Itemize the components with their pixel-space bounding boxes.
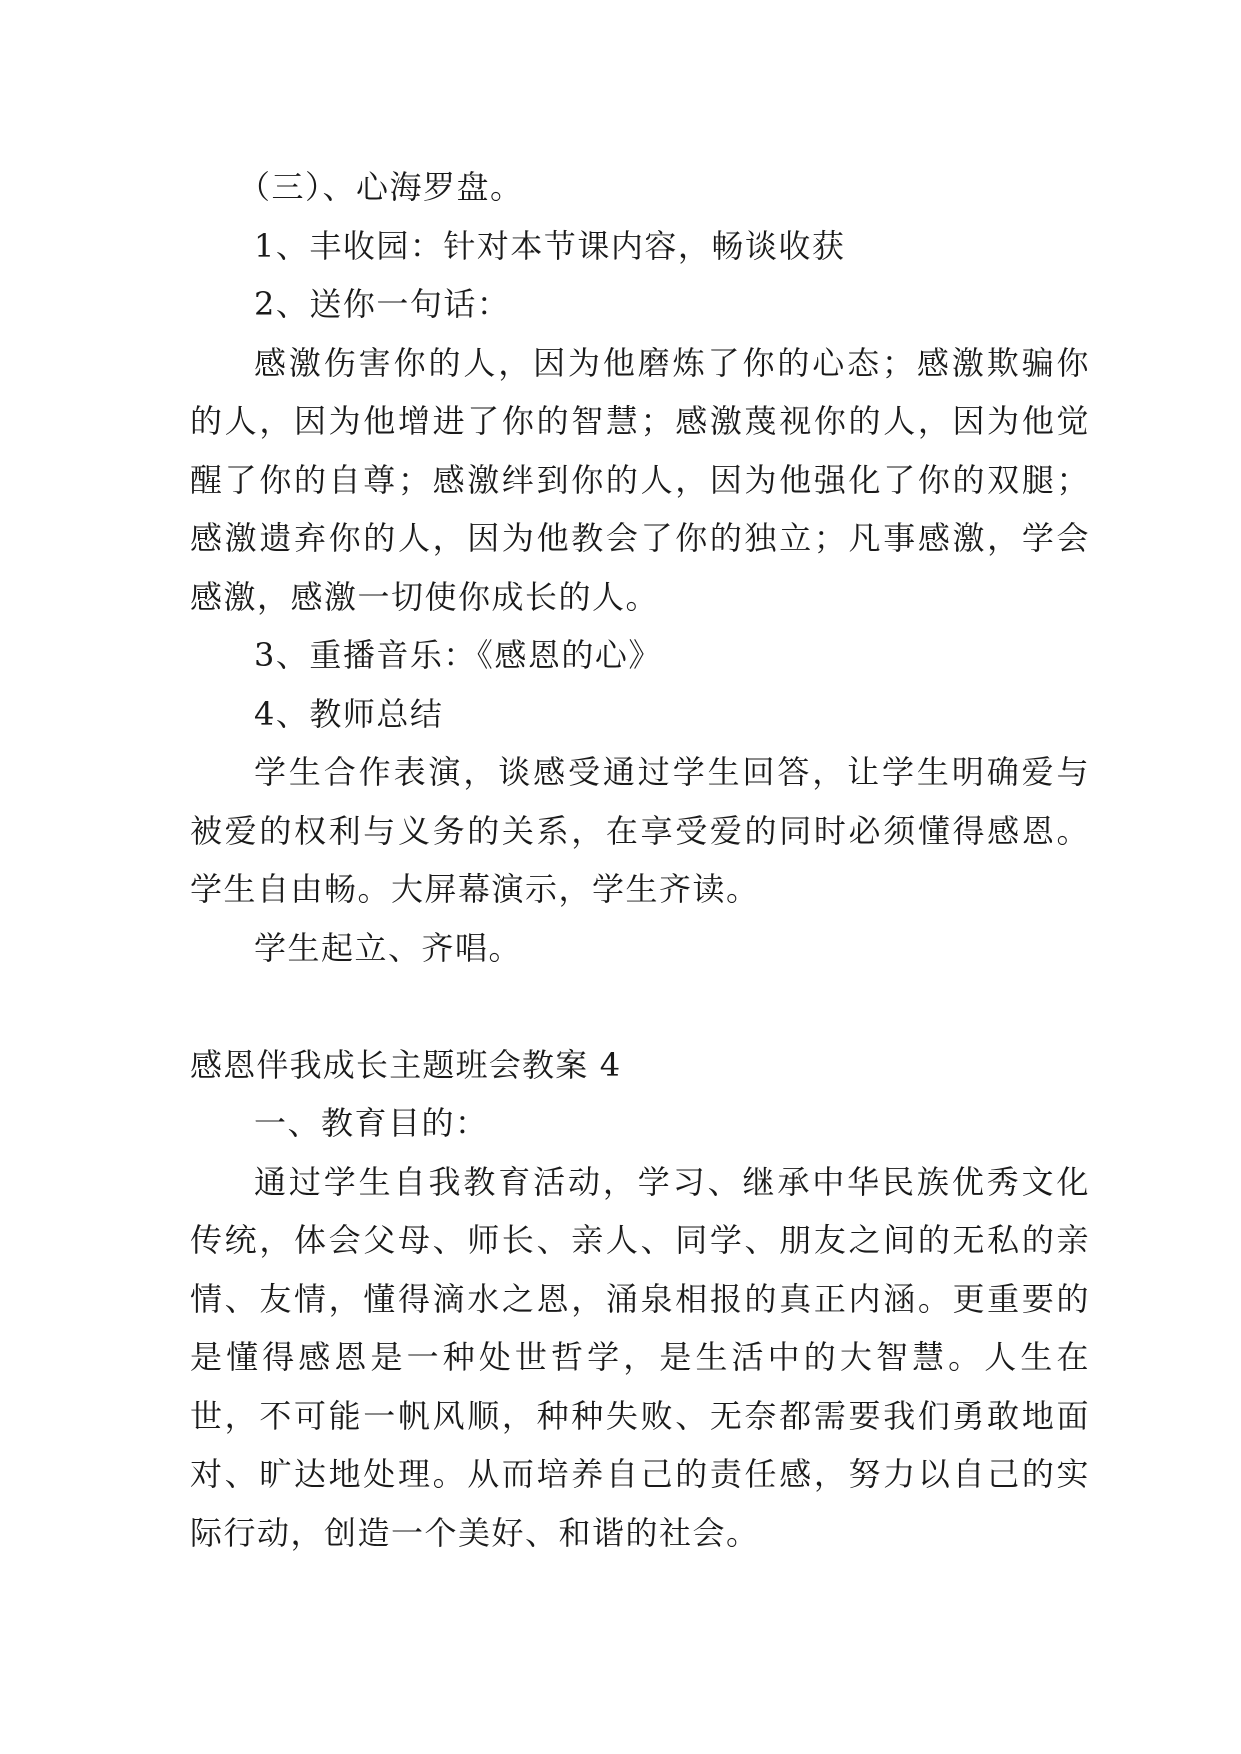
closing-paragraph: 学生起立、齐唱。 [254, 928, 523, 967]
list-item-gift-words: 2、送你一句话： [254, 285, 511, 323]
lesson-plan-title: 感恩伴我成长主题班会教案 4 [190, 1045, 622, 1084]
gratitude-quote-paragraph: 感激伤害你的人，因为他磨炼了你的心态；感激欺骗你的人，因为他增进了你的智慧；感激蔑视你的人，因为他觉醒了你的自尊；感激绊到你的人，因为他强化了你的双腿；感激遗弃你的人，因为他教会了你的独立；凡事感激，学会感激，感激一切使你成长的人。 [190, 343, 1090, 616]
goal-paragraph: 通过学生自我教育活动，学习、继承中华民族优秀文化传统，体会父母、师长、亲人、同学、朋友之间的无私的亲情、友情，懂得滴水之恩，涌泉相报的真正内涵。更重要的是懂得感恩是一种处世哲学，是生活中的大智慧。人生在世，不可能一帆风顺，种种失败、无奈都需要我们勇敢地面对、旷达地处理。从而培养自己的责任感，努力以自己的实际行动，创造一个美好、和谐的社会。 [190, 1162, 1090, 1552]
document-body [190, 158, 1090, 1562]
list-item-teacher-summary: 4、教师总结 [254, 694, 444, 733]
goal-heading: 一、教育目的： [254, 1104, 489, 1142]
list-item-harvest: 1、丰收园：针对本节课内容，畅谈收获 [254, 226, 846, 265]
section-heading-three: （三）、心海罗盘。 [238, 168, 524, 206]
summary-paragraph: 学生合作表演，谈感受通过学生回答，让学生明确爱与被爱的权利与义务的关系，在享受爱的同时必须懂得感恩。学生自由畅。大屏幕演示，学生齐读。 [190, 753, 1090, 908]
section-gap [190, 977, 1090, 1036]
list-item-replay-music: 3、重播音乐：《感恩的心》 [254, 636, 662, 674]
